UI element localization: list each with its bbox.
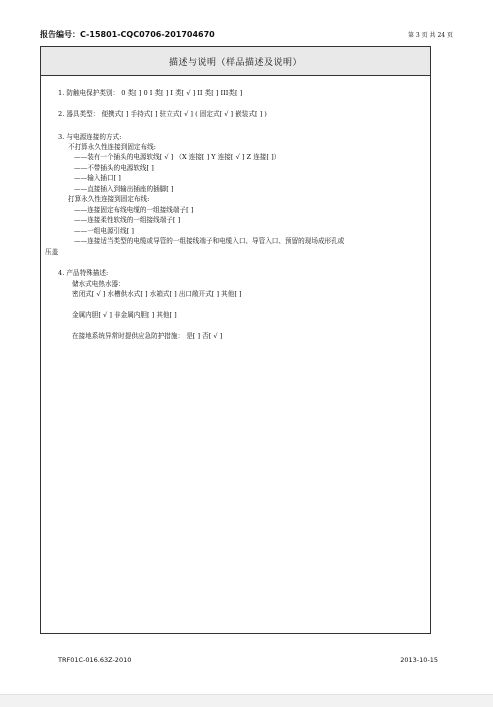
connection-option-wrap: 压盖 (45, 248, 59, 256)
connection-option: ——不带插头的电源软线[ ] (74, 164, 154, 172)
connection-option: ——装有一个插头的电源软线[ √ ] （X 连接[ ] Y 连接[ √ ] Z 连接[ ]） (74, 153, 281, 161)
water-heater-type-line: 密闭式[ √ ] 水槽供水式[ ] 水箱式[ ] 出口敞开式[ ] 其他[ ] (72, 290, 242, 298)
water-heater-heading: 储水式电热水器： (72, 280, 125, 288)
viewer-bottom-band (0, 694, 493, 707)
form-date: 2013-10-15 (400, 656, 438, 664)
connection-option: ——连接柔性软线的一组接线端子[ ] (74, 216, 181, 224)
protection-class-line: 1. 防触电保护类别： 0 类[ ] 0 I 类[ ] I 类[ √ ] II 类[ ] III类[ ] (58, 89, 243, 97)
appliance-type-line: 2. 器具类型： 便携式[ ] 手持式[ ] 驻立式[ √ ] ( 固定式[ √ ] 嵌装式[ ] ) (58, 110, 267, 118)
description-table (40, 46, 431, 634)
connection-option: ——一组电源引线[ ] (74, 227, 134, 235)
connection-heading: 3. 与电源连接的方式: (58, 133, 122, 141)
section-title: 描述与说明（样品描述及说明） (41, 47, 430, 76)
form-number: TRF01C-016.63Z-2010 (58, 656, 132, 664)
page-header (40, 29, 453, 41)
connection-option: ——连接固定布线电缆的一组接线端子[ ] (74, 206, 194, 214)
non-permanent-heading: 不打算永久性连接到固定布线: (68, 143, 156, 151)
tank-material-line: 金属内胆[ √ ] 非金属内胆[ ] 其他[ ] (72, 311, 177, 319)
page-number: 第 3 页 共 24 页 (408, 32, 453, 39)
report-number: 报告编号：C-15801-CQC0706-201704670 (40, 30, 215, 39)
emergency-protection-line: 在接地系统异常时提供应急防护措施： 是[ ] 否[ √ ] (72, 332, 223, 340)
page-footer (58, 656, 438, 666)
connection-option: ——输入插口[ ] (74, 174, 121, 182)
connection-option: ——直接插入到输出插座的插脚[ ] (74, 185, 174, 193)
connection-option: ——连接适当类型的电缆或导管的一组接线端子和电缆入口、导管入口、预留的现场成形孔或 (74, 237, 345, 245)
permanent-heading: 打算永久性连接到固定布线: (68, 195, 150, 203)
special-description-heading: 4. 产品特殊描述: (58, 269, 109, 277)
